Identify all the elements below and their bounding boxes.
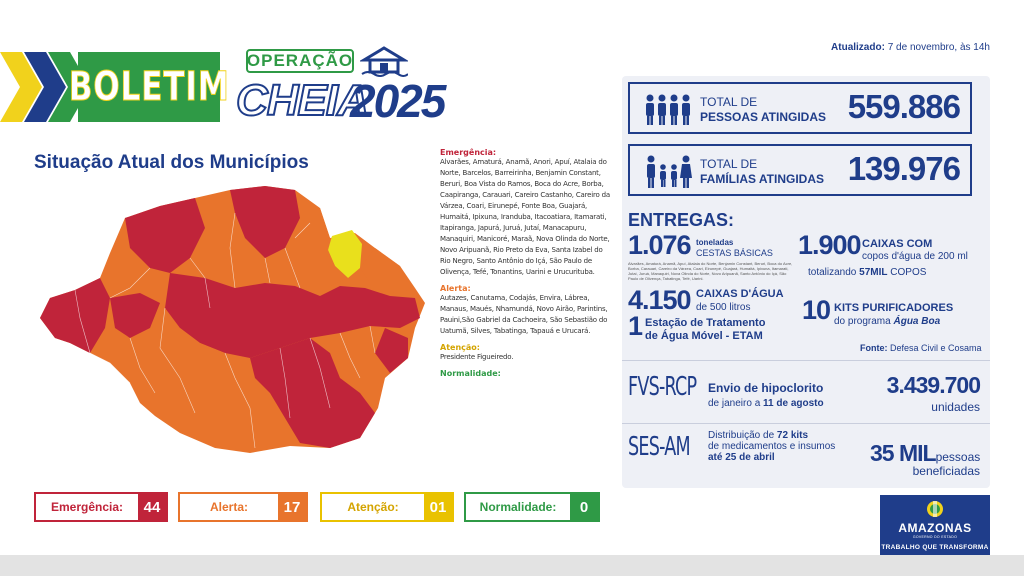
kits-sub-program: Água Boa xyxy=(893,316,941,327)
stat-familias xyxy=(628,144,972,196)
summary-atencao xyxy=(320,492,454,522)
summary-alerta xyxy=(178,492,308,522)
ses-value-group xyxy=(870,440,980,467)
summary-emergencia-value: 44 xyxy=(138,494,166,520)
entregas-title: ENTREGAS: xyxy=(628,210,735,230)
stats-panel xyxy=(622,76,990,488)
summary-atencao-label: Atenção: xyxy=(347,500,399,514)
gov-name: AMAZONAS xyxy=(898,521,972,535)
cestas-value: 1.076 xyxy=(628,230,691,260)
caixas-agua-sub: copos d'água de 200 ml xyxy=(862,251,968,262)
ses-unit: beneficiadas xyxy=(912,464,980,478)
ses-line1-pre: Distribuição de xyxy=(708,430,777,441)
fvs-line2-date: 11 de agosto xyxy=(763,398,824,409)
gov-sub: GOVERNO DO ESTADO xyxy=(912,535,958,539)
updated-label: Atualizado: xyxy=(831,42,885,53)
divider xyxy=(622,360,990,361)
legend-alerta-title: Alerta: xyxy=(440,284,471,293)
year-title: 2025 xyxy=(350,75,445,127)
kits-value: 10 xyxy=(802,295,831,325)
governo-amazonas-logo xyxy=(880,495,990,557)
caixas-agua-total-post: COPOS xyxy=(887,267,927,278)
caixas-agua-label: CAIXAS COM xyxy=(862,238,933,250)
summary-normalidade-value: 0 xyxy=(570,494,598,520)
caixas-agua-total xyxy=(808,267,926,278)
fonte-value: Defesa Civil e Cosama xyxy=(887,343,982,353)
stat-pessoas-label-1: TOTAL DE xyxy=(700,95,758,109)
updated-value: 7 de novembro, às 14h xyxy=(884,42,990,53)
summary-normalidade-label: Normalidade: xyxy=(479,500,557,514)
coat-of-arms-icon xyxy=(924,499,946,519)
estacao-label-1: Estação de Tratamento xyxy=(645,317,766,329)
caixas-dagua-sub: de 500 litros xyxy=(696,302,751,313)
fvs-rcp-agency: FVS-RCP xyxy=(628,372,697,402)
cestas-unit: toneladas xyxy=(696,238,734,247)
legend-alerta-list: Autazes, Canutama, Codajás, Envira, Lábrea, Manaus, Maués, Nhamundá, Novo Airão, Parintins, Pauini,São Gabriel da Cachoeira, São Sebastião do Uatumã, Silves, Tabatinga, Tapauá e Urucará. xyxy=(440,294,608,335)
legend-column xyxy=(440,148,610,378)
map-title: Situação Atual dos Municípios xyxy=(34,152,309,173)
fonte-label: Fonte: xyxy=(860,343,888,353)
stat-familias-label xyxy=(700,157,824,187)
kits-sub xyxy=(834,316,940,327)
ses-line1-kits: 72 kits xyxy=(776,430,809,441)
ses-value-unit: pessoas xyxy=(935,450,981,464)
ses-description xyxy=(708,430,835,463)
updated-timestamp xyxy=(831,42,990,53)
family-icon xyxy=(642,154,698,190)
legend-emergencia-title: Emergência: xyxy=(440,148,497,157)
kits-label: KITS PURIFICADORES xyxy=(834,302,954,314)
operacao-label: OPERAÇÃO xyxy=(246,49,354,73)
estacao-label xyxy=(645,317,765,343)
estacao-label-2: de Água Móvel - ETAM xyxy=(645,330,763,342)
legend-atencao-list: Presidente Figueiredo. xyxy=(440,353,514,361)
caixas-agua-value: 1.900 xyxy=(798,230,861,260)
gov-tagline: TRABALHO QUE TRANSFORMA xyxy=(881,544,989,551)
stat-pessoas-label xyxy=(700,95,826,125)
stat-familias-value: 139.976 xyxy=(847,150,960,187)
stat-familias-label-2: FAMÍLIAS ATINGIDAS xyxy=(700,172,824,186)
footer-bar xyxy=(0,555,1024,576)
summary-normalidade xyxy=(464,492,600,522)
divider xyxy=(622,423,990,424)
summary-alerta-label: Alerta: xyxy=(209,500,248,514)
ses-line3: até 25 de abril xyxy=(708,452,775,463)
boletim-banner xyxy=(68,52,230,122)
summary-alerta-value: 17 xyxy=(278,494,306,520)
ses-value: 35 MIL xyxy=(870,440,936,466)
stat-familias-label-1: TOTAL DE xyxy=(700,157,758,171)
boletim-title: BOLETIM xyxy=(68,64,230,110)
legend-normalidade-title: Normalidade: xyxy=(440,369,501,378)
fonte-source xyxy=(860,343,982,353)
caixas-agua-total-pre: totalizando xyxy=(808,267,860,278)
caixas-dagua-label: CAIXAS D'ÁGUA xyxy=(696,288,784,300)
stat-pessoas-label-2: PESSOAS ATINGIDAS xyxy=(700,110,827,124)
stat-pessoas xyxy=(628,82,972,134)
ses-am-agency: SES-AM xyxy=(628,432,690,462)
fvs-value: 3.439.700 xyxy=(886,372,980,398)
summary-emergencia xyxy=(34,492,168,522)
ses-line1 xyxy=(708,430,835,441)
ses-line2: de medicamentos e insumos xyxy=(708,441,836,452)
summary-emergencia-label: Emergência: xyxy=(50,500,124,514)
legend-atencao-title: Atenção: xyxy=(440,343,480,352)
fvs-unit: unidades xyxy=(931,400,980,414)
caixas-dagua-value: 4.150 xyxy=(628,285,691,315)
fvs-line2 xyxy=(708,398,824,409)
cheia-title: CHEIA xyxy=(236,76,368,125)
fvs-line2-pre: de janeiro a xyxy=(708,398,764,409)
amazonas-municipalities-map xyxy=(30,178,430,463)
people-group-icon xyxy=(642,92,698,128)
stat-pessoas-value: 559.886 xyxy=(847,88,960,125)
caixas-agua-total-value: 57MIL xyxy=(859,267,888,278)
kits-sub-pre: do programa xyxy=(834,316,894,327)
legend-emergencia-list: Alvarães, Amaturá, Anamã, Anori, Apuí, Atalaia do Norte, Barcelos, Barreirinha, Benjamin Constant, Beruri, Boa Vista do Ramos, Boca do Acre, Borba, Caapiranga, Carauari, Careiro Castanho, Careiro da Várzea, Coari, Eirunepé, Fonte Boa, Guajará, Humaitá, Ipixuna, Iranduba, Itacoatiara, Itamarati, Itapiranga, Japurá, Juruá, Jutaí, Manacapuru, Manaquiri, Manicoré, Maraã, Nova Olinda do Norte, Novo Aripuanã, Rio Preto da Eva, Santa Izabel do Rio Negro, Santo Antônio do Içá, São Paulo de Olivença, Tefé, Tonantins, Uarini e Urucurituba. xyxy=(440,158,610,276)
summary-atencao-value: 01 xyxy=(424,494,452,520)
cestas-label: CESTAS BÁSICAS xyxy=(696,248,773,258)
cestas-municipios-list: Alvarães, Amaturá, Anamã, Apuí, Atalaia do Norte, Benjamin Constant, Beruri, Boca do Acre, Borba, Carauari, Careiro da Várzea, Coari, Eirunepé, Guajará, Humaitá, Ipixuna, Itamarati, Jutaí, Juruá, Manaquiri, Nova Olinda do Norte, Novo Aripuanã, Santo Antônio do Içá, São Paulo de Olivença, Tabatinga, Tefé, Uarini. xyxy=(628,261,793,281)
estacao-value: 1 xyxy=(628,311,643,341)
fvs-line1: Envio de hipoclorito xyxy=(708,381,824,395)
